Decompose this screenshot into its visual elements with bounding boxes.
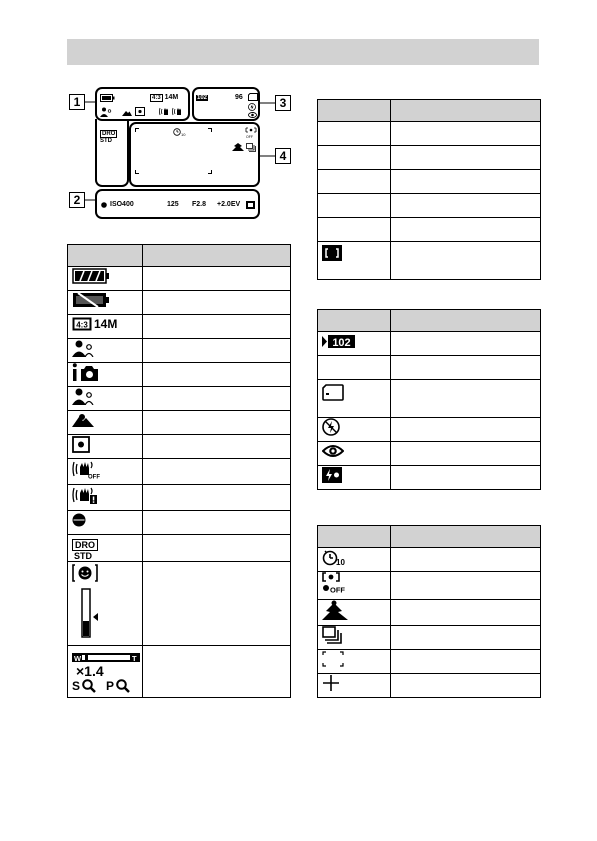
battery-empty-icon [72,292,110,308]
table-2 [317,99,541,280]
red-eye-icon [322,444,344,458]
table-row [68,646,291,698]
zoom-scale-icon: W T ×1.4 S P [72,652,140,693]
callout-1: 1 [69,94,85,110]
table-row [68,363,291,387]
spot-metering-icon [72,436,90,453]
table-row [68,535,291,562]
scene-landscape-icon [322,600,348,620]
table-header [68,245,291,267]
camera-shake-warning-icon [72,485,102,505]
table-row [318,218,541,242]
table-row [318,442,541,466]
table-row [318,548,541,572]
table-row [68,562,291,646]
table-3 [317,309,541,490]
crosshair-icon [322,674,340,692]
self-timer-10-icon [322,548,352,566]
table-row [318,650,541,674]
table-row [318,600,541,626]
table-row [68,387,291,411]
table-row [318,170,541,194]
table-row [68,485,291,511]
face-detection-off-icon [322,572,348,594]
callout-3: 3 [275,95,291,111]
steadyshot-off-icon [72,459,102,479]
table-row [318,418,541,442]
table-row [318,242,541,280]
iso-label: ISO400 [110,201,134,208]
flash-off-icon [322,418,340,436]
spot-af-frame-icon [322,245,342,261]
table-row [318,572,541,600]
table-row [68,267,291,291]
dro-std-icon: DRO STD [72,539,98,561]
table-row [318,674,541,698]
folder-icon: 102 [197,95,208,101]
image-size-label: 4:3 14M [152,94,179,101]
zoom-p-magnifier-icon [116,679,130,693]
svg-text:T: T [132,654,137,663]
ev-label: +2.0EV [217,201,241,208]
memory-card-icon [322,384,344,401]
image-size-4-3-14m-icon: 4:3 14M [72,317,117,331]
table-row [68,459,291,485]
table-row [68,291,291,315]
battery-full-icon [72,268,110,284]
table-1 [67,244,291,698]
table-row [318,146,541,170]
dro-label: DRO STD [100,131,116,144]
table-row [318,466,541,490]
table-header [318,100,541,122]
svg-text:W: W [74,654,82,663]
table-row [318,194,541,218]
folder-102-icon [322,334,356,349]
portrait-mode-icon [72,387,96,405]
af-frame-icon [322,651,344,667]
callout-2: 2 [69,192,85,208]
callout-4: 4 [275,148,291,164]
table-row [68,315,291,339]
svg-text:10: 10 [336,558,345,566]
table-row [318,356,541,380]
table-row [68,435,291,459]
burst-icon [322,626,342,644]
table-row [68,511,291,535]
table-header [318,310,541,332]
smile-shutter-indicator-icon [72,563,112,639]
table-row [318,380,541,418]
zoom-s-magnifier-icon [82,679,96,693]
svg-text:102: 102 [332,336,351,349]
table-row [68,339,291,363]
svg-text:OFF: OFF [246,135,253,139]
svg-text:4:3: 4:3 [76,320,88,330]
shutter-label: 125 [167,201,179,208]
intelligent-auto-icon [72,363,100,381]
scene-portrait-icon [72,339,96,357]
svg-text:OFF: OFF [88,474,100,479]
svg-text:OFF: OFF [330,585,345,594]
table-row [68,411,291,435]
table-row [318,122,541,146]
svg-text:10: 10 [181,132,186,136]
aperture-label: F2.8 [192,201,207,208]
table-row [318,626,541,650]
table-row [318,332,541,356]
flash-charging-icon [322,467,342,483]
red-dot-icon [72,513,86,527]
table-header [318,526,541,548]
shots-remaining: 96 [235,94,243,101]
table-4 [317,525,541,698]
landscape-icon [72,413,94,427]
